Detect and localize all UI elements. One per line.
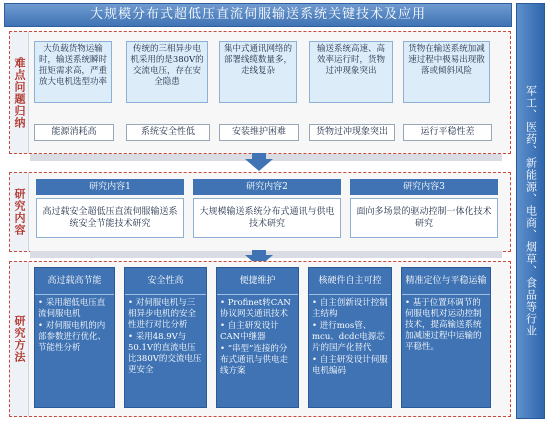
method-col-4-body	[309, 295, 391, 377]
flow-arrow-1	[245, 159, 273, 171]
problem-card-2: 传统的三相异步电机采用的是380V的交流电压，存在安全隐患	[126, 41, 208, 103]
method-point: • “串型”连接的分布式通讯与供电走线方案	[220, 344, 289, 376]
method-col-1-body	[35, 295, 114, 354]
method-point: • 采用48.9V与50.1V的直流电压比380V的交流电压更安全	[128, 332, 202, 375]
problem-tag-4: 货物过冲现象突出	[309, 124, 395, 141]
method-col-1	[34, 267, 115, 408]
method-col-3-head: 便捷维护	[217, 268, 298, 295]
method-col-2	[124, 267, 207, 408]
problem-tag-3: 安装维护困难	[219, 124, 299, 141]
method-col-1-head: 高过载高节能	[35, 268, 114, 295]
research-label: 研究内容	[10, 173, 29, 251]
method-col-4-head: 核硬件自主可控	[309, 268, 391, 295]
method-col-3-body	[217, 295, 298, 377]
method-point: • 基于位置环调节的伺服电机对运动控制技术，提高输送系统加减速过程中运输的平稳性。	[405, 298, 482, 352]
industries-side-label	[516, 3, 545, 419]
industries-text: 军工、医药、新能源、电商、烟草、食品等行业	[524, 85, 538, 337]
research-item-1-head: 研究内容1	[36, 179, 184, 195]
problem-card-3: 集中式通讯网络的部署线缆数量多，走线复杂	[219, 41, 297, 103]
problem-card-5: 货物在输送系统加减速过程中极易出现散落或倾斜风险	[403, 41, 490, 103]
method-col-3	[216, 267, 299, 408]
method-point: • 自主创新设计控制主结构	[312, 298, 388, 319]
problem-tag-1: 能源消耗高	[34, 124, 114, 141]
method-col-4	[308, 267, 392, 408]
methods-label: 研究方法	[10, 262, 29, 416]
method-point: • 自主研发设计CAN中继器	[220, 321, 279, 342]
method-point: • 对伺服电机与三相异步电机的安全性进行对比分析	[128, 298, 197, 330]
problem-tag-2: 系统安全性低	[126, 124, 210, 141]
method-point: • 自主研发设计伺服电机编码	[312, 355, 388, 376]
research-item-2-body: 大规模输送系统分布式通讯与供电技术研究	[193, 198, 341, 238]
problem-tag-5: 运行平稳性差	[403, 124, 492, 141]
method-point: • 采用超低电压直流伺服电机	[38, 298, 106, 319]
research-item-1-body: 高过载安全超低压直流伺服输送系统安全节能技术研究	[36, 198, 184, 238]
problem-card-4: 输送系统高速、高效率运行时，货物过冲现象突出	[309, 41, 393, 103]
research-item-3-body: 面向多场景的驱动控制一体化技术研究	[350, 198, 498, 238]
method-point: • 进行mos管、mcu、dcdc电源芯片的国产化替代	[312, 321, 385, 353]
diagram-title: 大规模分布式超低压直流伺服输送系统关键技术及应用	[4, 3, 512, 27]
research-item-2-head: 研究内容2	[193, 179, 341, 195]
method-point: • Profinet转CAN协议网关通讯技术	[220, 298, 291, 319]
method-col-2-head: 安全性高	[125, 268, 206, 295]
problem-card-1: 大负载货物运输时，输送系统瞬时扭矩需求高，严重放大电机选型功率	[34, 41, 112, 103]
problems-label: 难点问题归纳	[10, 32, 29, 153]
method-col-5-body	[402, 295, 490, 353]
research-item-3-head: 研究内容3	[350, 179, 498, 195]
method-col-5-head: 精准定位与平稳运输	[402, 268, 490, 295]
method-col-5	[401, 267, 491, 408]
method-point: • 对伺服电机的内部参数进行优化、节能性分析	[38, 321, 107, 353]
method-col-2-body	[125, 295, 206, 376]
